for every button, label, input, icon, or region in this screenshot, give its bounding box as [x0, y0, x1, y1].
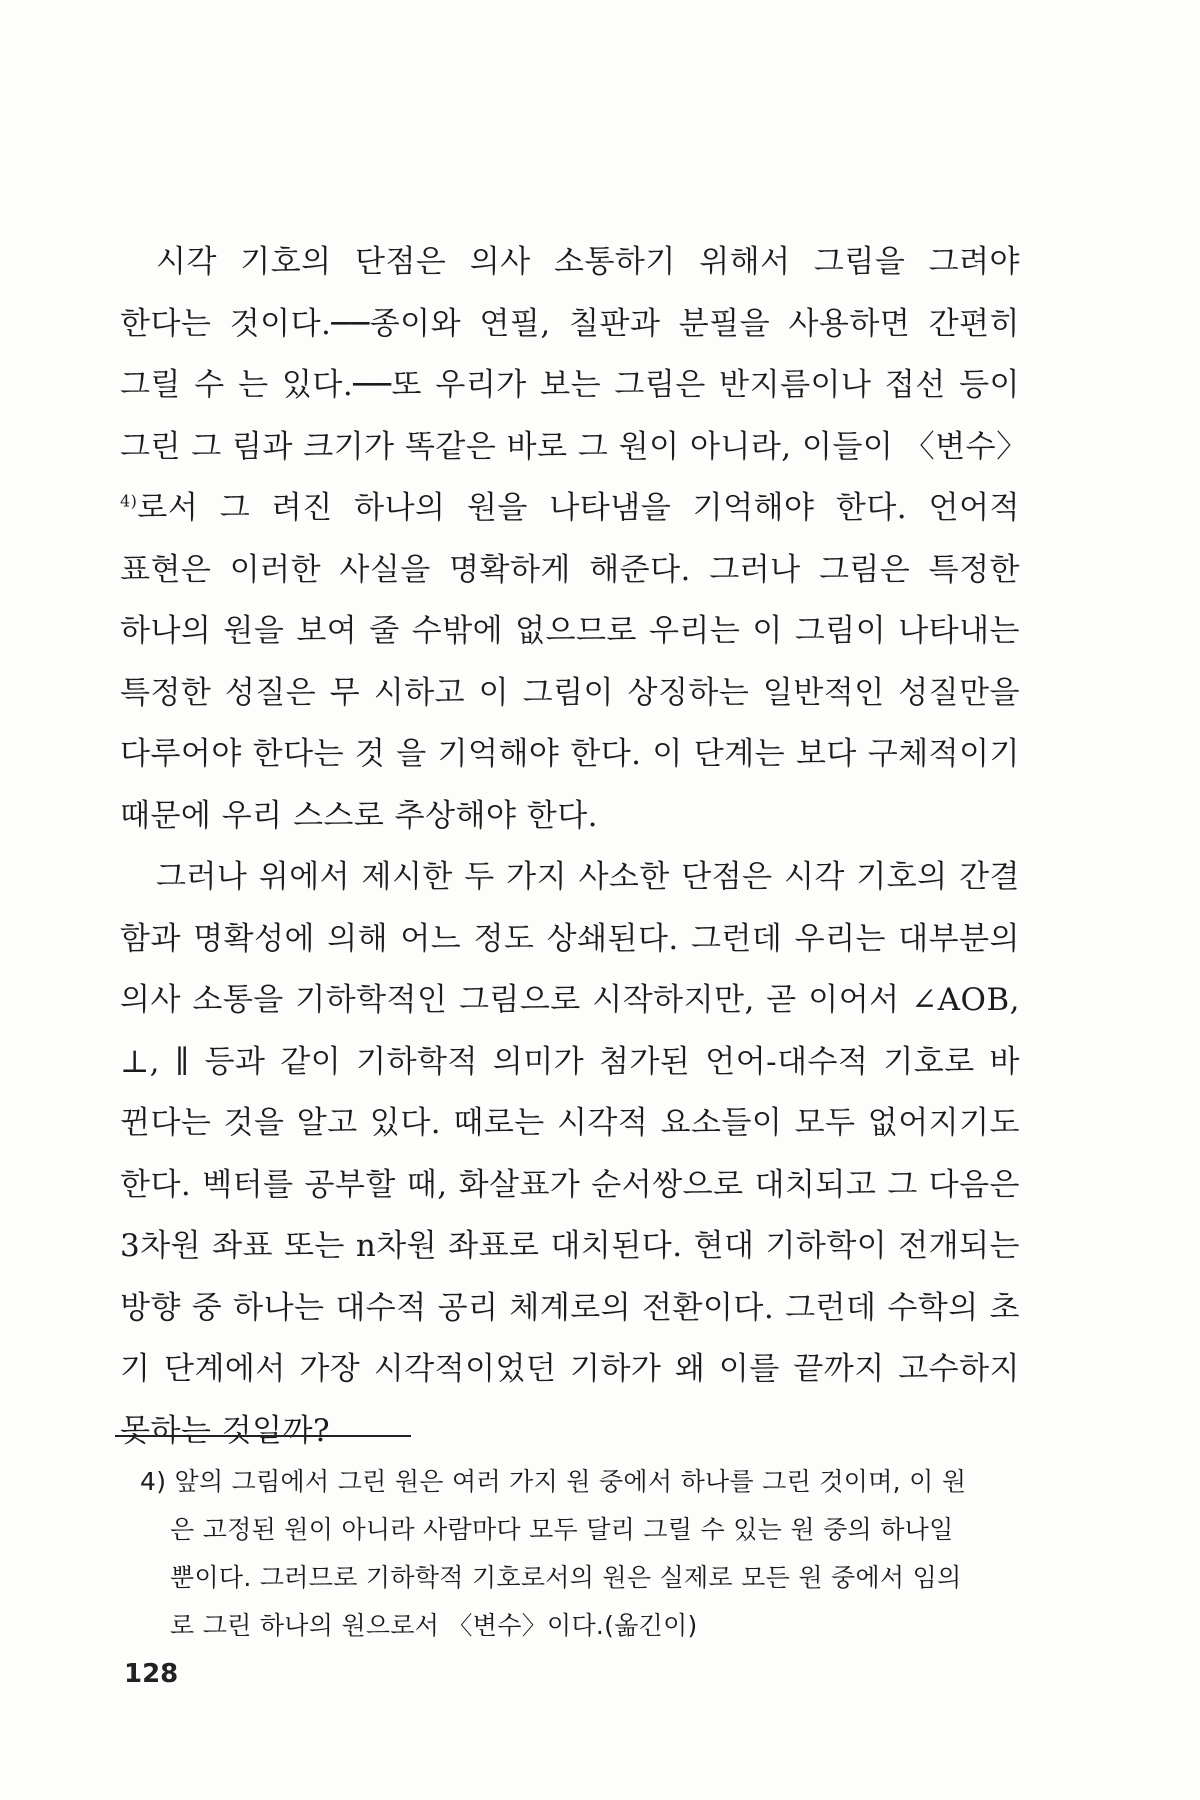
- footnote: [140, 1458, 1020, 1650]
- paragraph-1: [120, 232, 1028, 847]
- paragraph-1-text-before: 시각 기호의 단점은 의사 소통하기 위해서 그림을 그려야 한다는 것이다.──종이와 연필, 칠판과 분필을 사용하면 간편히 그릴 수 는 있다.──또 우리가 보는 그림은 반지름이나 접선 등이 그린 그 림과 크기가 똑같은 바로 그 원이 아니라, 이들이 〈변수〉: [120, 244, 1028, 465]
- footnote-line: 은 고정된 원이 아니라 사람마다 모두 달리 그릴 수 있는 원 중의 하나일: [170, 1515, 954, 1544]
- page-number: 128: [124, 1659, 179, 1689]
- paragraph-2: 그러나 위에서 제시한 두 가지 사소한 단점은 시각 기호의 간결 함과 명확성에 의해 어느 정도 상쇄된다. 그런데 우리는 대부분의 의사 소통을 기하학적인 그림으로 시작하지만, 곧 이어서 ∠AOB, ⊥, ∥ 등과 같이 기하학적 의미가 첨가된 언어-대수적 기호로 바 뀐다는 것을 알고 있다. 때로는 시각적 요소들이 모두 없어지기도 한다. 벡터를 공부할 때, 화살표가 순서쌍으로 대치되고 그 다음은 3차원 좌표 또는 n차원 좌표로 대치된다. 현대 기하학이 전개되는 방향 중 하나는 대수적 공리 체계로의 전환이다. 그런데 수학의 초 기 단계에서 가장 시각적이었던 기하가 왜 이를 끝까지 고수하지 못하는 것일까?: [120, 859, 1020, 1449]
- body-text: [120, 232, 1028, 1462]
- footnote-divider: [115, 1435, 411, 1437]
- paragraph-1-text-after: 로서 그 려진 하나의 원을 나타냄을 기억해야 한다. 언어적 표현은 이러한 사실을 명확하게 해준다. 그러나 그림은 특정한 하나의 원을 보여 줄 수밖에 없으므로 우리는 이 그림이 나타내는 특정한 성질은 무 시하고 이 그림이 상징하는 일반적인 성질만을 다루어야 한다는 것 을 기억해야 한다. 이 단계는 보다 구체적이기 때문에 우리 스스로 추상해야 한다.: [120, 490, 1020, 834]
- footnote-line: 4) 앞의 그림에서 그린 원은 여러 가지 원 중에서 하나를 그린 것이며, 이 원: [140, 1467, 967, 1496]
- footnote-line: 로 그린 하나의 원으로서 〈변수〉이다.(옮긴이): [170, 1611, 698, 1640]
- footnote-line: 뿐이다. 그러므로 기하학적 기호로서의 원은 실제로 모든 원 중에서 임의: [170, 1563, 962, 1592]
- footnote-reference: 4): [120, 491, 138, 511]
